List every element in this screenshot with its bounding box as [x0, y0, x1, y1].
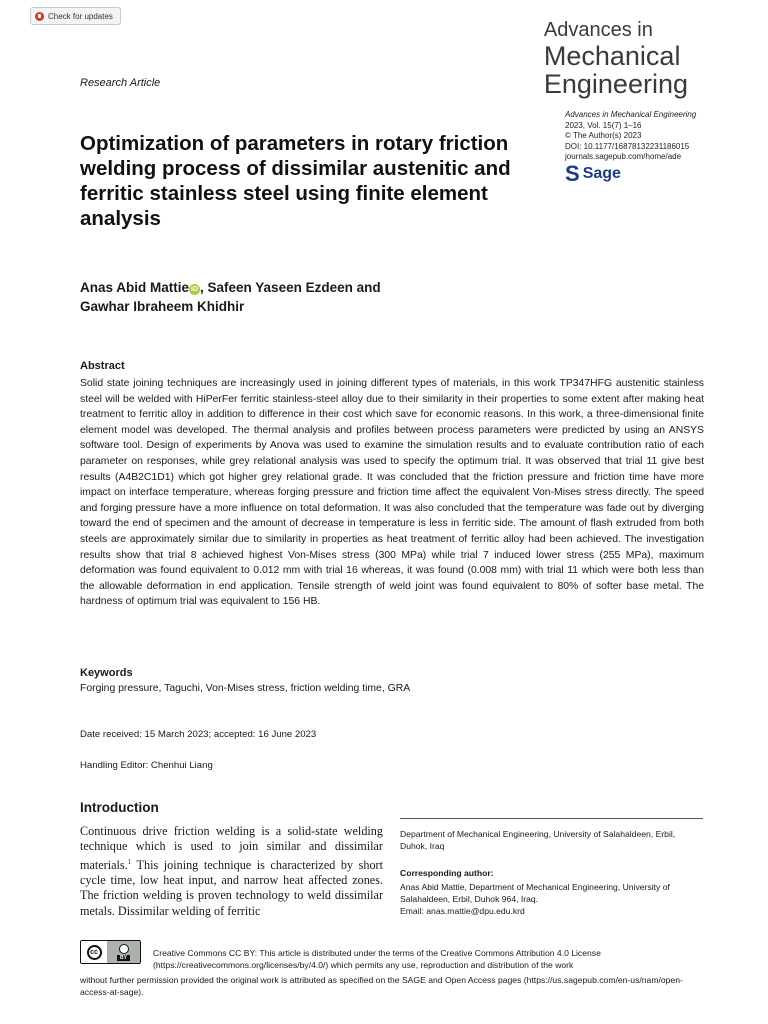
article-type: Research Article: [80, 77, 161, 89]
author-first[interactable]: Anas Abid Mattie: [80, 280, 190, 295]
journal-full-name: Advances in Mechanical Engineering: [565, 110, 697, 119]
journal-name-line1: Advances in: [543, 19, 653, 41]
introduction-text: [80, 824, 383, 919]
article-metadata: [565, 110, 696, 163]
sage-logo: [565, 161, 621, 186]
affiliation: Department of Mechanical Engineering, University of Salahaldeen, Erbil, Duhok, Iraq: [400, 829, 676, 851]
cc-icon: cc: [81, 941, 107, 963]
reference-1[interactable]: 1: [127, 857, 132, 866]
by-icon: BY: [107, 941, 140, 963]
check-for-updates-button[interactable]: [30, 7, 121, 25]
check-updates-icon: [35, 12, 44, 21]
corresponding-email[interactable]: Email: anas.mattie@dpu.edu.krd: [400, 906, 525, 916]
author-rest: , Safeen Yaseen Ezdeen and: [200, 280, 381, 295]
dates-received: Date received: 15 March 2023; accepted: 16 June 2023: [80, 729, 317, 740]
orcid-icon[interactable]: iD: [191, 286, 199, 293]
author-list: [80, 278, 520, 316]
publisher-name: Sage: [582, 165, 621, 182]
doi[interactable]: DOI: 10.1177/16878132231186015: [565, 141, 690, 151]
abstract-heading: Abstract: [80, 360, 125, 372]
journal-name-line3: Engineering: [543, 69, 688, 99]
journal-name-line2: Mechanical: [543, 41, 681, 71]
check-updates-label: Check for updates: [48, 11, 113, 21]
corresponding-author: [400, 881, 700, 917]
cc-by-license-icon[interactable]: [80, 940, 141, 964]
footnote-divider: [400, 818, 703, 819]
intro-text-b: This joining technique is characterized by short cycle time, low heat input, and narrow heat affected zones. The friction welding is proven technology to weld dissimilar metals. Dissimilar welding of ferritic: [80, 857, 383, 918]
intro-text-a: Continuous drive friction welding is a solid-state welding technique which is used to join similar and dissimilar materials.: [80, 824, 383, 872]
corresponding-heading: Corresponding author:: [400, 868, 494, 878]
sage-s-icon: S: [565, 161, 580, 186]
person-icon: [119, 944, 129, 954]
article-title: Optimization of parameters in rotary friction welding process of dissimilar austenitic and ferritic stainless steel using finite element analysis: [80, 132, 511, 230]
author-line2: Gawhar Ibraheem Khidhir: [80, 299, 245, 314]
introduction-heading: Introduction: [80, 800, 159, 815]
volume-info: 2023, Vol. 15(7) 1–16: [565, 120, 642, 130]
journal-logo: [544, 18, 688, 98]
corresponding-details: Anas Abid Mattie, Department of Mechanical Engineering, University of Salahaldeen, Erbil, Duhok 964, Iraq.: [400, 882, 670, 904]
journal-url[interactable]: journals.sagepub.com/home/ade: [565, 152, 682, 161]
keywords-text: Forging pressure, Taguchi, Von-Mises stress, friction welding time, GRA: [80, 683, 411, 694]
license-text-2: without further permission provided the original work is attributed as specified on the SAGE and Open Access pages (https://us.sagepub.com/en-us/nam/open-access-at-sage).: [80, 975, 683, 997]
license-text-1: Creative Commons CC BY: This article is distributed under the terms of the Creative Commons Attribution 4.0 License (https://creativecommons.org/licenses/by/4.0/) which permits any use, reproduction and distribution of the work: [153, 948, 601, 970]
keywords-heading: Keywords: [80, 667, 133, 679]
copyright: © The Author(s) 2023: [565, 131, 642, 140]
handling-editor: Handling Editor: Chenhui Liang: [80, 760, 213, 771]
abstract-text: Solid state joining techniques are increasingly used in joining different types of materials, in this work TP347HFG austenitic stainless steel will be welded with HiPerFer ferritic stainless-steel alloy due to their similarity in their properties to some extent after making heat treatment to ferritic alloy in addition to difference in their cost which save for economic reasons. In this work, a three-dimensional finite element model was developed. The thermal analysis and profiles between process parameters were predicted by using an ANSYS software tool. Design of experiments by Anova was used to examine the simulation results and to evaluate contribution ratio of each parameter on responses, while grey relational analysis was used to specify the optimum trial. It was observed that trial 11 give best results (A4B2C1D1) which got higher grey relational grade. It was concluded that the friction pressure and friction time have more impact on interface temperature, whereas forging pressure and friction time affect the equivalent Von-Mises stress directly. The speed and forging pressure have a more influence on total deformation. It was also concluded that the temperature was fade out by diverging toward the end of specimen and the amount of decrease in temperature is less in ferritic side. The amount of flash extruded from both steels are approximately similar due to similarity in properties as heat treatment of ferritic alloy had been achieved. The investigation results show that trial 8 achieved highest Von-Mises stress (300 MPa) while trial 7 induced lower stress (255 MPa), maximum deformation was found equivalent to 0.012 mm with trial 16 whereas, it was found (0.008 mm) with trial 11 which were both less than the allowable deformation in end application. Tensile strength of weld joint was found equivalent to 80% of softer base metal. The hardness of optimum trial was equivalent to 156 HB.: [80, 378, 704, 608]
